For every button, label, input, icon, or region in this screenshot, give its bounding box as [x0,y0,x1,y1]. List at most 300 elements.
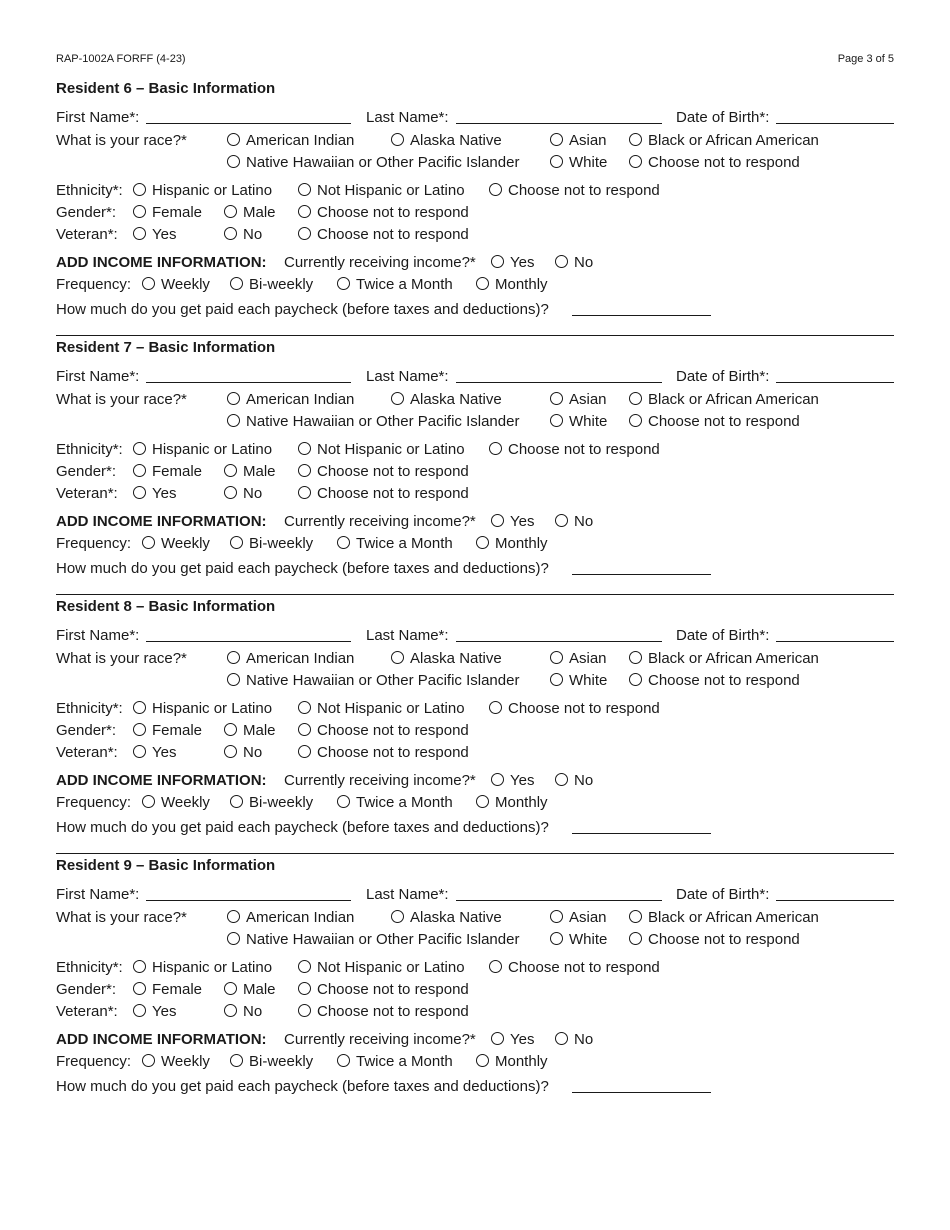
veteran-row [56,484,894,504]
radio-circle-icon[interactable] [224,205,237,218]
frequency-option-label: Weekly [161,535,210,552]
veteran-option[interactable] [298,484,469,504]
page-number: Page 3 of 5 [837,53,894,65]
radio-circle-icon[interactable] [227,155,240,168]
radio-circle-icon[interactable] [476,277,489,290]
last-name-label: Last Name*: [366,109,449,126]
race-label: What is your race?* [56,650,187,667]
radio-circle-icon[interactable] [230,277,243,290]
income-heading: ADD INCOME INFORMATION: [56,254,267,271]
frequency-option[interactable] [337,793,453,813]
frequency-option[interactable] [337,1052,453,1072]
radio-circle-icon[interactable] [142,795,155,808]
income-option-label: No [574,254,594,271]
ethnicity-option[interactable] [298,699,465,719]
radio-circle-icon[interactable] [629,673,642,686]
gender-option-label: Choose not to respond [317,463,469,480]
radio-circle-icon[interactable] [550,651,563,664]
race-option[interactable] [629,131,819,151]
radio-circle-icon[interactable] [227,651,240,664]
frequency-option[interactable] [230,275,313,295]
ethnicity-label: Ethnicity*: [56,182,123,199]
race-option-label: Alaska Native [410,909,502,926]
radio-circle-icon[interactable] [491,514,504,527]
radio-circle-icon[interactable] [133,723,146,736]
radio-circle-icon[interactable] [298,701,311,714]
frequency-option[interactable] [476,1052,548,1072]
paycheck-label: How much do you get paid each paycheck (before taxes and deductions)? [56,301,549,318]
dob-field[interactable] [776,885,894,901]
gender-option[interactable] [298,980,469,1000]
ethnicity-option[interactable] [133,181,272,201]
dob-label: Date of Birth*: [676,627,770,644]
frequency-option[interactable] [142,793,210,813]
frequency-option[interactable] [142,1052,210,1072]
frequency-row [56,534,894,554]
race-option-label: Choose not to respond [648,931,800,948]
race-option-label: White [569,672,608,689]
veteran-option[interactable] [224,225,262,245]
radio-circle-icon[interactable] [491,1032,504,1045]
veteran-option-label: Choose not to respond [317,226,469,243]
paycheck-label: How much do you get paid each paycheck (before taxes and deductions)? [56,1078,549,1095]
gender-option[interactable] [298,462,469,482]
veteran-option[interactable] [133,225,176,245]
race-option[interactable] [629,930,800,950]
gender-option-label: Choose not to respond [317,722,469,739]
race-option[interactable] [227,930,519,950]
veteran-option[interactable] [224,1002,262,1022]
radio-circle-icon[interactable] [298,723,311,736]
veteran-option-label: Choose not to respond [317,1003,469,1020]
ethnicity-option[interactable] [133,699,272,719]
radio-circle-icon[interactable] [629,392,642,405]
ethnicity-row [56,958,894,978]
gender-option-label: Female [152,204,203,221]
ethnicity-option[interactable] [489,181,660,201]
race-row-2 [56,930,894,950]
first-name-field[interactable] [146,367,351,383]
gender-row [56,980,894,1000]
radio-circle-icon[interactable] [133,701,146,714]
dob-label: Date of Birth*: [676,886,770,903]
gender-label: Gender*: [56,722,117,739]
radio-circle-icon[interactable] [230,536,243,549]
frequency-option[interactable] [230,793,313,813]
radio-circle-icon[interactable] [629,651,642,664]
paycheck-label: How much do you get paid each paycheck (before taxes and deductions)? [56,819,549,836]
veteran-option-label: Yes [152,1003,177,1020]
race-option-label: American Indian [246,650,355,667]
radio-circle-icon[interactable] [476,536,489,549]
race-row-2 [56,412,894,432]
radio-circle-icon[interactable] [489,183,502,196]
veteran-option[interactable] [298,1002,469,1022]
income-option[interactable] [491,512,534,532]
ethnicity-option-label: Hispanic or Latino [152,959,273,976]
gender-option-label: Male [243,204,276,221]
radio-circle-icon[interactable] [227,910,240,923]
income-option-label: Yes [510,1031,535,1048]
name-row [56,626,894,646]
ethnicity-label: Ethnicity*: [56,959,123,976]
ethnicity-option-label: Hispanic or Latino [152,182,273,199]
race-option[interactable] [550,412,607,432]
radio-circle-icon[interactable] [491,773,504,786]
frequency-option[interactable] [337,275,453,295]
radio-circle-icon[interactable] [489,960,502,973]
last-name-label: Last Name*: [366,627,449,644]
radio-circle-icon[interactable] [133,205,146,218]
ethnicity-option[interactable] [298,440,465,460]
radio-circle-icon[interactable] [476,795,489,808]
frequency-option[interactable] [337,534,453,554]
ethnicity-option-label: Choose not to respond [508,182,660,199]
ethnicity-option[interactable] [133,958,272,978]
income-row [56,253,894,273]
frequency-option-label: Monthly [495,1053,548,1070]
radio-circle-icon[interactable] [298,227,311,240]
gender-option[interactable] [298,203,469,223]
radio-circle-icon[interactable] [337,536,350,549]
radio-circle-icon[interactable] [629,133,642,146]
section-divider [56,335,894,336]
ethnicity-option-label: Not Hispanic or Latino [317,700,465,717]
frequency-option[interactable] [142,534,210,554]
gender-option[interactable] [224,980,276,1000]
radio-circle-icon[interactable] [298,960,311,973]
radio-circle-icon[interactable] [133,464,146,477]
race-option[interactable] [391,390,502,410]
income-option[interactable] [555,253,593,273]
ethnicity-option-label: Not Hispanic or Latino [317,182,465,199]
income-option[interactable] [491,253,534,273]
frequency-option-label: Monthly [495,276,548,293]
race-option[interactable] [227,649,354,669]
last-name-label: Last Name*: [366,886,449,903]
last-name-field[interactable] [456,108,662,124]
frequency-option-label: Twice a Month [356,794,453,811]
veteran-option-label: Yes [152,485,177,502]
radio-circle-icon[interactable] [133,486,146,499]
veteran-label: Veteran*: [56,1003,118,1020]
income-option[interactable] [491,1030,534,1050]
radio-circle-icon[interactable] [391,651,404,664]
radio-circle-icon[interactable] [391,392,404,405]
gender-option-label: Male [243,981,276,998]
frequency-option[interactable] [142,275,210,295]
paycheck-field[interactable] [572,818,711,834]
race-option[interactable] [550,131,607,151]
first-name-field[interactable] [146,108,351,124]
radio-circle-icon[interactable] [230,1054,243,1067]
radio-circle-icon[interactable] [224,486,237,499]
radio-circle-icon[interactable] [224,464,237,477]
radio-circle-icon[interactable] [391,910,404,923]
radio-circle-icon[interactable] [555,255,568,268]
frequency-option[interactable] [476,534,548,554]
radio-circle-icon[interactable] [224,227,237,240]
veteran-option-label: No [243,226,263,243]
dob-field[interactable] [776,367,894,383]
income-option[interactable] [555,1030,593,1050]
ethnicity-option-label: Choose not to respond [508,700,660,717]
income-heading: ADD INCOME INFORMATION: [56,1031,267,1048]
radio-circle-icon[interactable] [629,910,642,923]
veteran-option[interactable] [133,1002,176,1022]
veteran-option-label: Choose not to respond [317,744,469,761]
radio-circle-icon[interactable] [391,133,404,146]
radio-circle-icon[interactable] [491,255,504,268]
race-option[interactable] [629,908,819,928]
race-option[interactable] [550,649,607,669]
frequency-option-label: Twice a Month [356,535,453,552]
frequency-option-label: Weekly [161,276,210,293]
radio-circle-icon[interactable] [224,745,237,758]
radio-circle-icon[interactable] [227,414,240,427]
radio-circle-icon[interactable] [133,1004,146,1017]
radio-circle-icon[interactable] [298,982,311,995]
race-option-label: Black or African American [648,132,819,149]
radio-circle-icon[interactable] [298,1004,311,1017]
race-row-2 [56,671,894,691]
radio-circle-icon[interactable] [550,414,563,427]
frequency-option-label: Twice a Month [356,276,453,293]
radio-circle-icon[interactable] [227,392,240,405]
ethnicity-option[interactable] [489,440,660,460]
race-option[interactable] [550,671,607,691]
race-option[interactable] [391,649,502,669]
frequency-row [56,1052,894,1072]
race-option[interactable] [629,671,800,691]
gender-option[interactable] [133,203,202,223]
ethnicity-option[interactable] [133,440,272,460]
gender-option[interactable] [298,721,469,741]
race-option-label: Native Hawaiian or Other Pacific Islander [246,672,520,689]
race-option[interactable] [550,390,607,410]
gender-option[interactable] [224,203,276,223]
radio-circle-icon[interactable] [227,133,240,146]
radio-circle-icon[interactable] [555,773,568,786]
race-option[interactable] [629,153,800,173]
last-name-field[interactable] [456,885,662,901]
race-option-label: Asian [569,132,607,149]
ethnicity-option[interactable] [298,958,465,978]
radio-circle-icon[interactable] [629,414,642,427]
gender-option-label: Choose not to respond [317,204,469,221]
frequency-option-label: Twice a Month [356,1053,453,1070]
veteran-option-label: Yes [152,744,177,761]
frequency-label: Frequency: [56,794,132,811]
race-option[interactable] [550,908,607,928]
race-option[interactable] [550,153,607,173]
section-divider [56,594,894,595]
ethnicity-option[interactable] [298,181,465,201]
income-heading: ADD INCOME INFORMATION: [56,513,267,530]
first-name-field[interactable] [146,885,351,901]
race-option[interactable] [550,930,607,950]
race-option[interactable] [227,153,519,173]
dob-field[interactable] [776,626,894,642]
radio-circle-icon[interactable] [230,795,243,808]
radio-circle-icon[interactable] [298,486,311,499]
race-option-label: Native Hawaiian or Other Pacific Islander [246,413,520,430]
race-row [56,131,894,151]
income-option-label: Yes [510,772,535,789]
race-option-label: Choose not to respond [648,672,800,689]
section-title: Resident 9 – Basic Information [56,857,276,874]
income-option[interactable] [555,512,593,532]
radio-circle-icon[interactable] [133,227,146,240]
radio-circle-icon[interactable] [550,932,563,945]
radio-circle-icon[interactable] [550,133,563,146]
radio-circle-icon[interactable] [133,183,146,196]
race-option-label: Asian [569,391,607,408]
gender-option[interactable] [224,721,276,741]
last-name-label: Last Name*: [366,368,449,385]
frequency-option[interactable] [230,534,313,554]
income-option[interactable] [555,771,593,791]
radio-circle-icon[interactable] [227,932,240,945]
race-option[interactable] [629,412,800,432]
frequency-option-label: Bi-weekly [249,535,314,552]
ethnicity-label: Ethnicity*: [56,700,123,717]
income-option-label: Yes [510,513,535,530]
radio-circle-icon[interactable] [629,932,642,945]
radio-circle-icon[interactable] [555,514,568,527]
veteran-option[interactable] [133,743,176,763]
race-option[interactable] [227,131,354,151]
radio-circle-icon[interactable] [298,745,311,758]
veteran-label: Veteran*: [56,744,118,761]
radio-circle-icon[interactable] [550,155,563,168]
ethnicity-option[interactable] [489,699,660,719]
race-option[interactable] [227,412,519,432]
race-option[interactable] [391,131,502,151]
radio-circle-icon[interactable] [489,701,502,714]
veteran-option[interactable] [298,225,469,245]
section-divider [56,853,894,854]
veteran-row [56,225,894,245]
ethnicity-label: Ethnicity*: [56,441,123,458]
gender-option-label: Female [152,463,203,480]
frequency-option-label: Weekly [161,794,210,811]
radio-circle-icon[interactable] [142,277,155,290]
radio-circle-icon[interactable] [337,277,350,290]
veteran-option[interactable] [224,484,262,504]
income-option[interactable] [491,771,534,791]
ethnicity-option-label: Not Hispanic or Latino [317,959,465,976]
paycheck-row [56,1077,894,1097]
race-option[interactable] [227,671,519,691]
radio-circle-icon[interactable] [133,442,146,455]
income-question: Currently receiving income?* [284,1031,476,1048]
radio-circle-icon[interactable] [142,1054,155,1067]
last-name-field[interactable] [456,626,662,642]
frequency-option[interactable] [476,793,548,813]
frequency-option[interactable] [230,1052,313,1072]
race-row [56,390,894,410]
frequency-label: Frequency: [56,276,132,293]
veteran-option-label: Yes [152,226,177,243]
radio-circle-icon[interactable] [550,910,563,923]
radio-circle-icon[interactable] [629,155,642,168]
gender-option[interactable] [133,721,202,741]
radio-circle-icon[interactable] [298,442,311,455]
ethnicity-option-label: Choose not to respond [508,441,660,458]
radio-circle-icon[interactable] [550,392,563,405]
race-option[interactable] [227,390,354,410]
section-title: Resident 7 – Basic Information [56,339,276,356]
veteran-option[interactable] [133,484,176,504]
radio-circle-icon[interactable] [550,673,563,686]
race-option[interactable] [629,390,819,410]
radio-circle-icon[interactable] [224,1004,237,1017]
race-label: What is your race?* [56,909,187,926]
radio-circle-icon[interactable] [224,723,237,736]
radio-circle-icon[interactable] [337,1054,350,1067]
gender-row [56,721,894,741]
radio-circle-icon[interactable] [142,536,155,549]
race-label: What is your race?* [56,391,187,408]
veteran-label: Veteran*: [56,485,118,502]
gender-label: Gender*: [56,463,117,480]
radio-circle-icon[interactable] [224,982,237,995]
radio-circle-icon[interactable] [298,183,311,196]
name-row [56,108,894,128]
income-option-label: Yes [510,254,535,271]
veteran-option[interactable] [298,743,469,763]
radio-circle-icon[interactable] [555,1032,568,1045]
radio-circle-icon[interactable] [298,205,311,218]
ethnicity-row [56,181,894,201]
gender-option[interactable] [224,462,276,482]
frequency-row [56,275,894,295]
gender-row [56,462,894,482]
paycheck-row [56,559,894,579]
race-option-label: Native Hawaiian or Other Pacific Islander [246,154,520,171]
race-option[interactable] [391,908,502,928]
radio-circle-icon[interactable] [227,673,240,686]
paycheck-field[interactable] [572,559,711,575]
veteran-row [56,743,894,763]
radio-circle-icon[interactable] [298,464,311,477]
radio-circle-icon[interactable] [133,960,146,973]
race-option[interactable] [227,908,354,928]
veteran-label: Veteran*: [56,226,118,243]
radio-circle-icon[interactable] [489,442,502,455]
radio-circle-icon[interactable] [337,795,350,808]
paycheck-field[interactable] [572,300,711,316]
dob-field[interactable] [776,108,894,124]
ethnicity-option[interactable] [489,958,660,978]
veteran-option-label: Choose not to respond [317,485,469,502]
gender-option[interactable] [133,980,202,1000]
gender-option[interactable] [133,462,202,482]
radio-circle-icon[interactable] [133,982,146,995]
radio-circle-icon[interactable] [133,745,146,758]
veteran-option[interactable] [224,743,262,763]
paycheck-field[interactable] [572,1077,711,1093]
first-name-label: First Name*: [56,109,140,126]
radio-circle-icon[interactable] [476,1054,489,1067]
race-option[interactable] [629,649,819,669]
income-row [56,1030,894,1050]
frequency-option[interactable] [476,275,548,295]
frequency-option-label: Bi-weekly [249,1053,314,1070]
first-name-field[interactable] [146,626,351,642]
last-name-field[interactable] [456,367,662,383]
